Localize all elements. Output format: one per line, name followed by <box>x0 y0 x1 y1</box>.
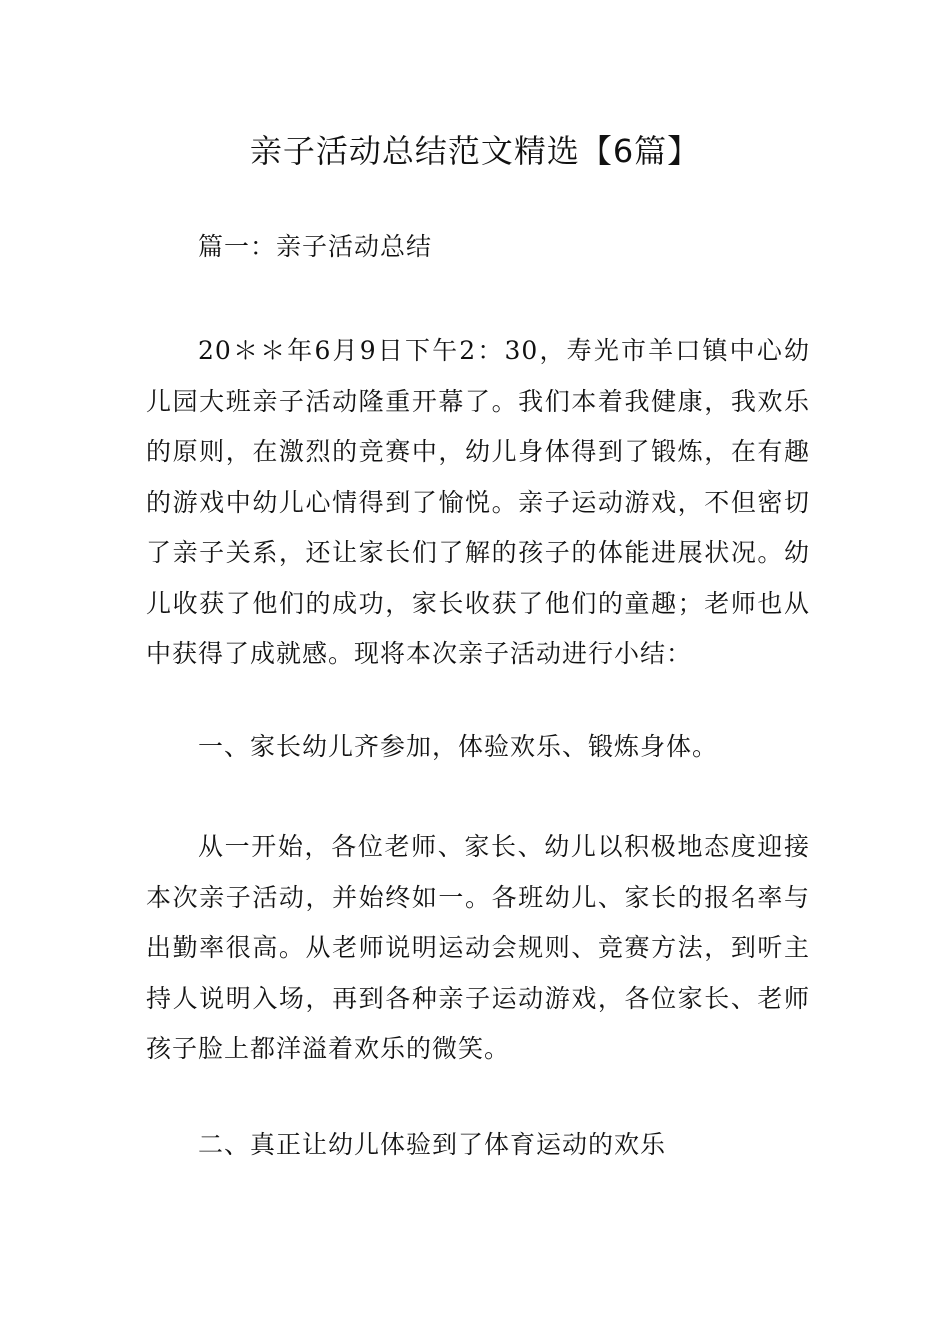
point-heading-2: 二、真正让幼儿体验到了体育运动的欢乐 <box>198 1130 667 1159</box>
paragraph-intro: 20＊＊年6月9日下午2：30，寿光市羊口镇中心幼儿园大班亲子活动隆重开幕了。我们本着我健康，我欢乐的原则，在激烈的竞赛中，幼儿身体得到了锻炼，在有趣的游戏中幼儿心情得到了愉悦。亲子运动游戏，不但密切了亲子关系，还让家长们了解的孩子的体能进展状况。幼儿收获了他们的成功，家长收获了他们的童趣；老师也从中获得了成就感。现将本次亲子活动进行小结： <box>146 336 810 668</box>
point-heading-1: 一、家长幼儿齐参加，体验欢乐、锻炼身体。 <box>198 732 719 761</box>
section-heading: 篇一：亲子活动总结 <box>198 232 433 261</box>
paragraph-point-1: 从一开始，各位老师、家长、幼儿以积极地态度迎接本次亲子活动，并始终如一。各班幼儿、家长的报名率与出勤率很高。从老师说明运动会规则、竞赛方法，到听主持人说明入场，再到各种亲子运动游戏，各位家长、老师孩子脸上都洋溢着欢乐的微笑。 <box>146 832 810 1063</box>
document-title: 亲子活动总结范文精选【6篇】 <box>249 132 701 170</box>
